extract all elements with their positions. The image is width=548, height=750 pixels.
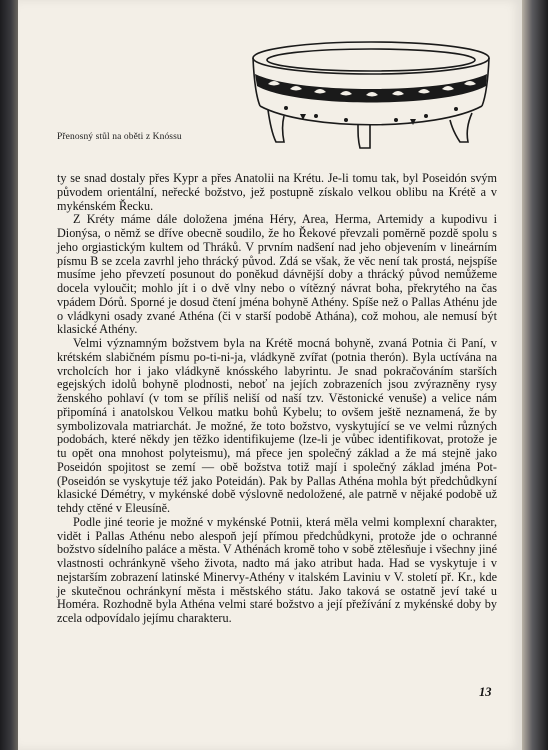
sacrificial-table-illustration	[246, 36, 496, 154]
paragraph: Velmi významným božstvem byla na Krétě mocná bohyně, zvaná Potnia či Paní, v krétském slabičném písmu po-ti-ni-ja, vládkyně zvířat (potnia therón). Byla uctívána na vrcholcích hor i jako vládkyně knósského labyrintu. Je snad pokračováním starších egejských idolů bohyně plodnosti, neboť na jejích zobrazeních jsou zvýrazněny rysy ženského pohlaví (v tom se příliš neliší od naší tzv. Věstonické venuše) a velice nám připomíná i anatolskou Velkou matku bohů Kybelu; to ovšem ještě neznamená, že by symbolizovala matriarchát. Je možné, že toto božstvo, vyskytující se ve velmi různých podobách, které někdy jen těžko identifikujeme (lze-li je vůbec identifikovat, protože je tu opět ona mnohost polyteismu), má přece jen společný základ a že má stejně jako Poseidón spojitost se zemí — obě božstva totiž mají i společný základ jména Pot- (Poseidón se vyskytuje též jako Poteidán). Pak by Pallas Athéna mohla být předchůdkyní klasické Démétry, v mykénské době výslovně nedoložené, ale patrně v nějaké podobě už tehdy ctěné v Eleusíně.	[57, 336, 497, 515]
paragraph: Podle jiné teorie je možné v mykénské Potnii, která měla velmi komplexní charakter, vidět i Pallas Athénu nebo alespoň její přímou předchůdkyni, protože jde o ochranné božstvo sídelního paláce a města. V Athénách kromě toho v sobě ztělesňuje i všechny jiné vlastnosti ochránkyně všeho života, nadto má jako atribut hada. Had se vyskytuje i v nejstarším zobrazení latinské Minervy-Athény v italském Laviniu v V. století př. Kr., kde je skutečnou ochránkyní města i městského státu. Jako taková se ostatně jeví také u Homéra. Rozhodně byla Athéna velmi staré božstvo a její přežívání z mykénské doby by zcela odpovídalo jejímu charakteru.	[57, 514, 497, 625]
page-edge-shadow	[522, 0, 548, 750]
paragraph: Z Kréty máme dále doložena jména Héry, Area, Herma, Artemidy a kupodivu i Dionýsa, o němž se dříve obecně soudilo, že ho Řekové převzali poměrně pozdě spolu s jeho orgiastickým kultem od Thráků. V prvním nadšení nad jeho objevením v lineárním písmu B se zcela zavrhl jeho thrácký původ. Zdá se však, že věc není tak prostá, nejspíše musíme jeho převzetí posunout do poněkud dávnější doby a thrácký původ nemůžeme docela vyloučit; mohlo jít i o dvě vlny nebo o vítězný návrat boha, překrytého na čas vpádem Dórů. Sporné je dosud čtení jména bohyně Athény. Spíše než o Pallas Athénu jde o vládkyni osady zvané Athéna (či v starší podobě Athána), což mohou, ale nemusí být klasické Athény.	[57, 212, 497, 337]
book-page	[18, 0, 522, 750]
page-number: 13	[479, 685, 492, 699]
paragraph: ty se snad dostaly přes Kypr a přes Anatolii na Krétu. Je-li tomu tak, byl Poseidón svým původem orientální, neřecké božstvo, jež postupně získalo velkou oblibu na Krétě a v mykénském Řecku.	[57, 171, 497, 213]
book-binding-shadow	[0, 0, 18, 750]
body-text	[57, 172, 497, 626]
figure-caption: Přenosný stůl na oběti z Knóssu	[57, 132, 182, 142]
